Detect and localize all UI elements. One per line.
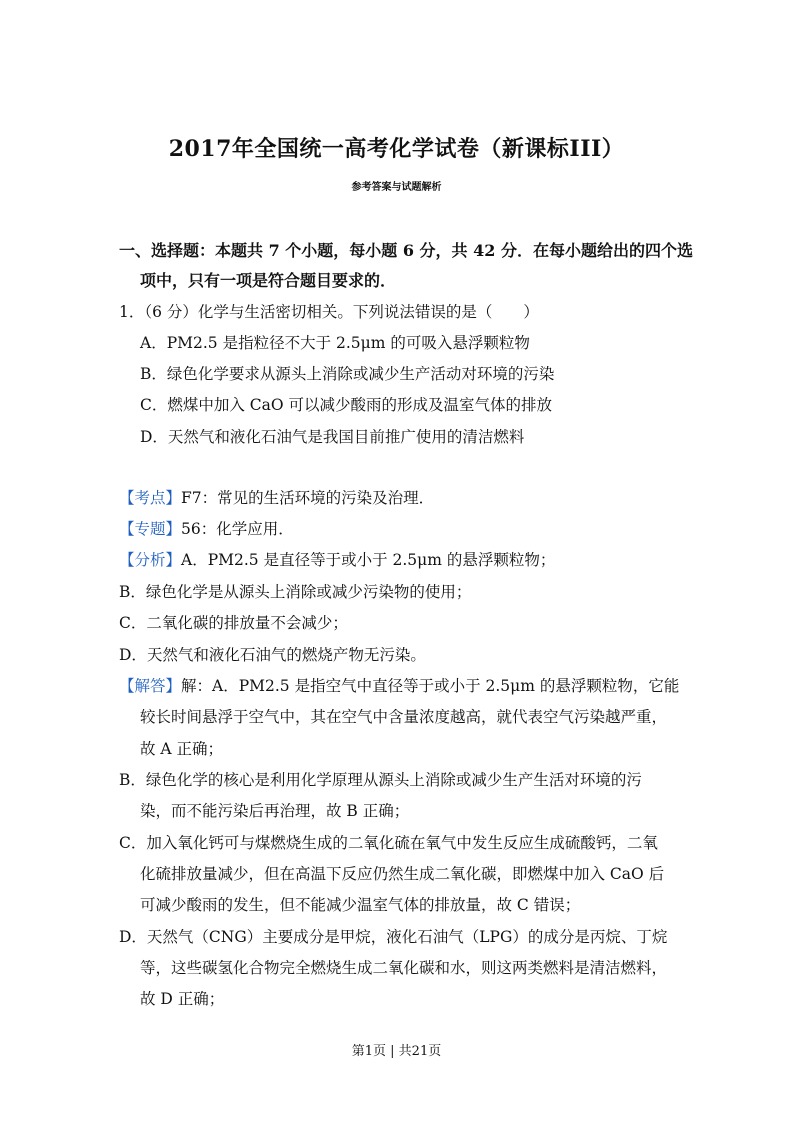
option-b: B．绿色化学要求从源头上消除或减少生产活动对环境的污染 (140, 365, 555, 383)
section-heading-line1: 一、选择题：本题共 7 个小题，每小题 6 分，共 42 分．在每小题给出的四个选 (119, 241, 693, 260)
fenxi-line (119, 548, 555, 570)
jieda-b2: 染，而不能污染后再治理，故 B 正确； (140, 802, 410, 820)
page-footer: 第1页 | 共21页 (351, 1044, 442, 1059)
fenxi-c: C．二氧化碳的排放量不会减少； (119, 614, 348, 632)
jieda-line (119, 674, 679, 696)
fenxi-b: B．绿色化学是从源头上消除或减少污染物的使用； (119, 583, 472, 601)
kaodian-line (119, 486, 434, 508)
jieda-d2: 等，这些碳氢化合物完全燃烧生成二氧化碳和水，则这两类燃料是清洁燃料， (140, 959, 668, 977)
jieda-tag: 【解答】 (119, 677, 182, 695)
jieda-d3: 故 D 正确； (140, 990, 225, 1008)
jieda-a3: 故 A 正确； (140, 740, 224, 758)
jieda-c2: 化硫排放量减少，但在高温下反应仍然生成二氧化碳，即燃煤中加入 CaO 后 (140, 865, 665, 883)
page-title: 2017年全国统一高考化学试卷（新课标III） (168, 136, 625, 162)
jieda-d1: D．天然气（CNG）主要成分是甲烷，液化石油气（LPG）的成分是丙烷、丁烷 (119, 928, 668, 946)
fenxi-tag: 【分析】 (119, 551, 182, 569)
fenxi-text: A．PM2.5 是直径等于或小于 2.5μm 的悬浮颗粒物； (181, 551, 556, 569)
kaodian-tag: 【考点】 (119, 489, 182, 507)
zhuanti-line (119, 517, 294, 539)
zhuanti-tag: 【专题】 (119, 520, 182, 538)
kaodian-text: F7：常见的生活环境的污染及治理． (181, 489, 435, 507)
page-subtitle: 参考答案与试题解析 (351, 182, 442, 193)
zhuanti-text: 56：化学应用． (181, 520, 294, 538)
jieda-c1: C．加入氧化钙可与煤燃烧生成的二氧化硫在氧气中发生反应生成硫酸钙，二氧 (119, 834, 658, 852)
fenxi-d: D．天然气和液化石油气的燃烧产物无污染。 (119, 646, 426, 664)
jieda-a2: 较长时间悬浮于空气中，其在空气中含量浓度越高，就代表空气污染越严重， (140, 708, 668, 726)
jieda-b1: B．绿色化学的核心是利用化学原理从源头上消除或减少生产生活对环境的污 (119, 771, 642, 789)
jieda-c3: 可减少酸雨的发生，但不能减少温室气体的排放量，故 C 错误； (140, 896, 581, 914)
section-heading-line2: 项中，只有一项是符合题目要求的． (140, 271, 397, 290)
option-c: C．燃煤中加入 CaO 可以减少酸雨的形成及温室气体的排放 (140, 396, 553, 414)
option-d: D．天然气和液化石油气是我国目前推广使用的清洁燃料 (140, 428, 525, 446)
jieda-a1: 解：A．PM2.5 是指空气中直径等于或小于 2.5μm 的悬浮颗粒物，它能 (181, 677, 680, 695)
question-stem: 1．（6 分）化学与生活密切相关。下列说法错误的是（ ） (119, 303, 539, 321)
option-a: A．PM2.5 是指粒径不大于 2.5μm 的可吸入悬浮颗粒物 (140, 334, 530, 352)
